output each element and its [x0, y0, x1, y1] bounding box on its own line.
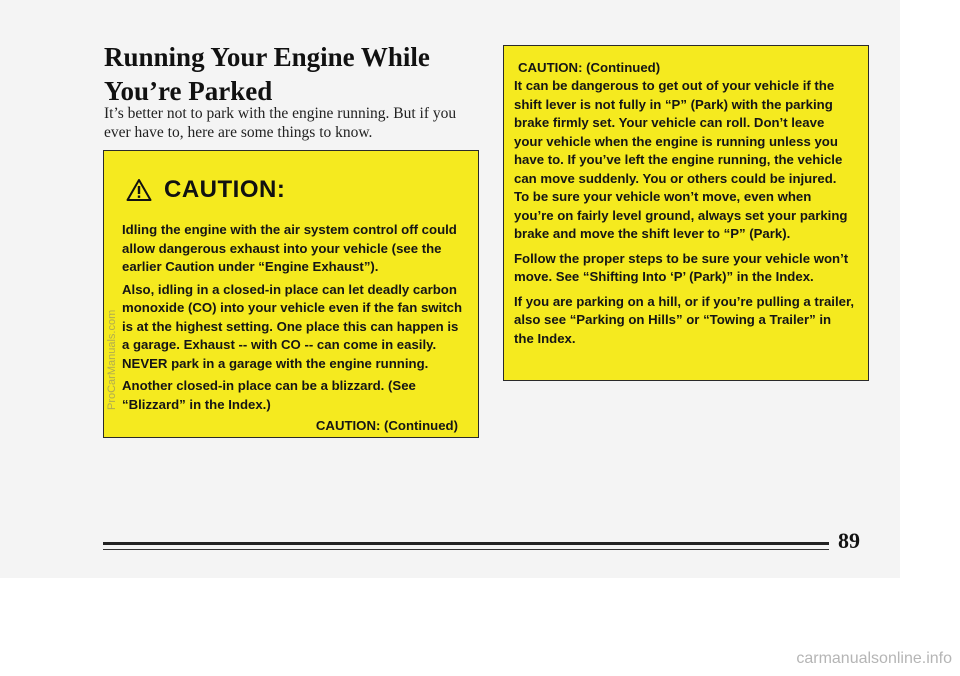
caution-paragraph-1: Idling the engine with the air system control off could allow dangerous exhaust into your vehicle (see the earlier Caution under “Engine Exhaust”).: [122, 222, 457, 274]
side-watermark: ProCarManuals.com: [106, 309, 118, 410]
caution-header: [122, 169, 462, 211]
continued-paragraph-3: If you are parking on a hill, or if you’re pulling a trailer, also see “Parking on Hills” or “Towing a Trailer” in the Index.: [514, 293, 855, 346]
caution-paragraph-3: Another closed-in place can be a blizzard. (See “Blizzard” in the Index.): [122, 378, 416, 412]
site-watermark: carmanualsonline.info: [796, 650, 952, 667]
caution-box: [103, 150, 479, 438]
footer-rule-thick: [103, 542, 829, 545]
warning-triangle-icon: [126, 178, 152, 202]
caution-continued-heading: CAUTION: (Continued): [518, 60, 661, 75]
footer-rule-thin: [103, 549, 829, 550]
caution-title: CAUTION:: [164, 176, 286, 203]
caution-continued-box: [503, 45, 869, 381]
caution-paragraph-2: Also, idling in a closed-in place can let deadly carbon monoxide (CO) into your vehicle even if the fan switch is at the highest setting. One place this can happen is a garage. Exhaust -- with CO -- can come in easily. NEVER park in a garage with the engine running.: [122, 281, 462, 371]
continued-paragraph-2: Follow the proper steps to be sure your vehicle won’t move. See “Shifting Into ‘P’ (Park)” in the Index.: [514, 250, 849, 284]
caution-continued-label: CAUTION: (Continued): [315, 418, 458, 433]
page-heading: Running Your Engine While You’re Parked: [104, 42, 430, 106]
intro-text: It’s better not to park with the engine running. But if you ever have to, here are some things to know.: [104, 105, 457, 141]
continued-paragraph-1: It can be dangerous to get out of your vehicle if the shift lever is not fully in “P” (Park) with the parking brake firmly set. Your vehicle can roll. Don’t leave your vehicle when the engine is running unless you have to. If you’ve left the engine running, the vehicle can move suddenly. You or others could be injured. To be sure your vehicle won’t move, even when you’re on fairly level ground, always set your parking brake and move the shift lever to “P” (Park).: [514, 78, 848, 241]
page-number: 89: [838, 528, 860, 553]
